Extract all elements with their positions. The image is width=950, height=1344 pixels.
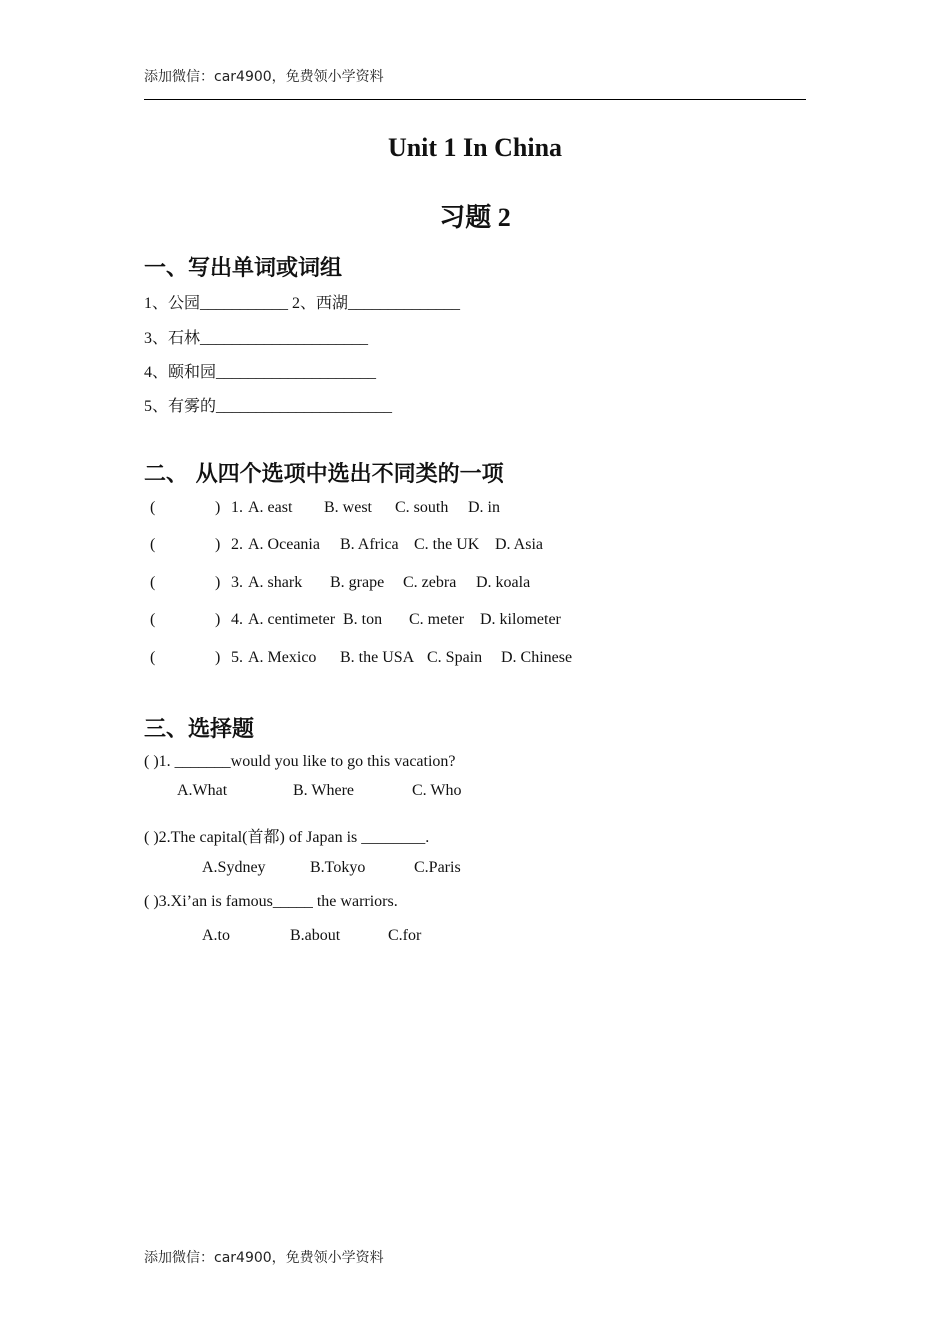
section1-line: 4、颐和园____________________ [144, 364, 377, 381]
paren-open: ( [150, 611, 156, 628]
section3-heading: 三、选择题 [144, 717, 255, 742]
section1-line: 5、有雾的______________________ [144, 398, 393, 415]
option-b: B. ton [343, 611, 383, 628]
option-d: D. Asia [495, 536, 543, 553]
section1-line: 1、公园___________ 2、西湖______________ [144, 295, 461, 312]
page-title: Unit 1 In China [387, 133, 563, 162]
option-d: D. koala [476, 574, 531, 591]
option-b: B. grape [330, 574, 385, 591]
answer-option: B.Tokyo [310, 859, 366, 876]
paren-open: ( [150, 574, 156, 591]
header-divider [144, 99, 806, 100]
section1-line: 3、石林_____________________ [144, 330, 369, 347]
option-c: C. south [395, 499, 449, 516]
answer-option: A.Sydney [202, 859, 266, 876]
answer-option: C.Paris [414, 859, 461, 876]
option-a: A. centimeter [248, 611, 336, 628]
section1-heading: 一、写出单词或词组 [144, 256, 343, 281]
answer-option: B. Where [293, 782, 355, 799]
item-number: 1. [231, 499, 243, 516]
section2-heading: 二、 从四个选项中选出不同类的一项 [144, 462, 504, 487]
option-a: A. Oceania [248, 536, 320, 553]
option-a: A. east [248, 499, 293, 516]
answer-option: C. Who [412, 782, 462, 799]
paren-close: ) [215, 536, 221, 553]
option-c: C. zebra [403, 574, 457, 591]
answer-option: B.about [290, 927, 341, 944]
option-c: C. meter [409, 611, 465, 628]
question-stem: ( )2.The capital(首都) of Japan is ________. [144, 829, 430, 846]
option-a: A. Mexico [248, 649, 317, 666]
paren-open: ( [150, 536, 156, 553]
option-c: C. Spain [427, 649, 483, 666]
question-stem: ( )3.Xi’an is famous_____ the warriors. [144, 893, 398, 910]
paren-close: ) [215, 574, 221, 591]
paren-close: ) [215, 649, 221, 666]
answer-option: A.What [177, 782, 228, 799]
item-number: 4. [231, 611, 243, 628]
question-stem: ( )1. _______would you like to go this vacation? [144, 753, 456, 770]
option-b: B. west [324, 499, 372, 516]
option-b: B. the USA [340, 649, 415, 666]
answer-option: C.for [388, 927, 422, 944]
paren-close: ) [215, 499, 221, 516]
page-header: 添加微信：car4900，免费领小学资料 [144, 69, 384, 85]
page-footer: 添加微信：car4900，免费领小学资料 [144, 1250, 384, 1266]
paren-open: ( [150, 499, 156, 516]
page-subtitle: 习题 2 [439, 203, 511, 232]
item-number: 5. [231, 649, 243, 666]
option-d: D. Chinese [501, 649, 573, 666]
paren-open: ( [150, 649, 156, 666]
item-number: 3. [231, 574, 243, 591]
paren-close: ) [215, 611, 221, 628]
option-b: B. Africa [340, 536, 399, 553]
option-c: C. the UK [414, 536, 480, 553]
option-d: D. kilometer [480, 611, 561, 628]
answer-option: A.to [202, 927, 230, 944]
option-d: D. in [468, 499, 500, 516]
option-a: A. shark [248, 574, 303, 591]
item-number: 2. [231, 536, 243, 553]
